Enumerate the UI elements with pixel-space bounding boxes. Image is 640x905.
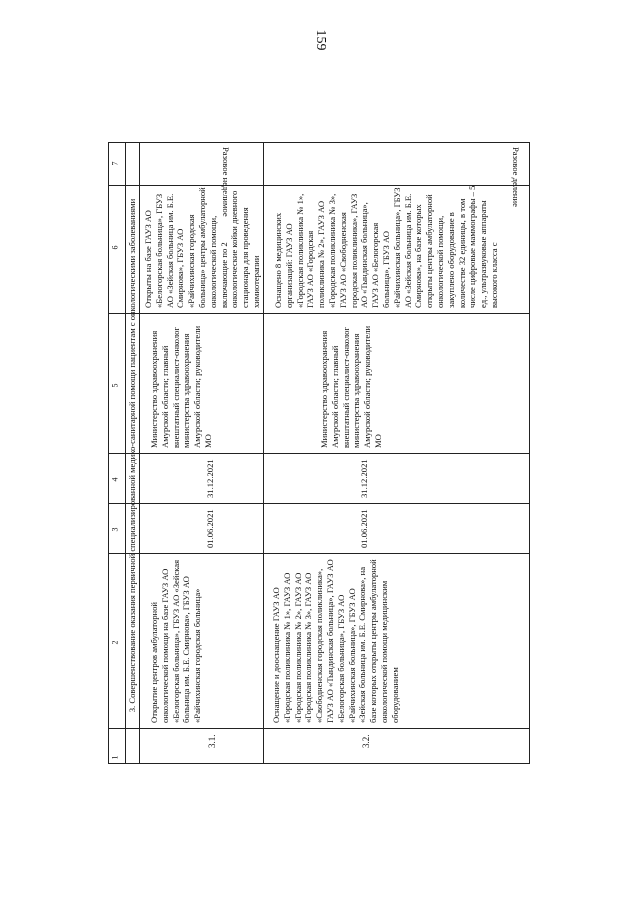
row-3-1-result: Открыты на базе ГАУЗ АО «Белогорская больница», ГБУЗ АО «Зейская больница им. Б.Е. Смирнова», ГБУЗ АО «Райчихинская городская больница» центры амбулаторной онкологической помощи, включающие по 2 онкологические койки дневного стационара для проведения химиотерапии <box>143 187 261 308</box>
row-3-2-start: 01.06.2021 <box>359 509 369 548</box>
row-3-2-result: Оснащено 8 медицинских организаций: ГАУЗ АО «Городская поликлиника № 1», ГАУЗ АО «Городская поликлиника № 2», ГАУЗ АО «Городская поликлиника № 3», ГАУЗ АО «Свободненская городская поликлиника», ГАУЗ АО «Тындинская больница», ГАУЗ АО «Белогорская больница», ГБУЗ АО «Райчихинская больница», ГБУЗ АО «Зейская больница им. Б.Е. Смирнова», на базе которых открыты центры амбулаторной онкологической помощи, закуплено оборудование в количестве 32 единицы, в том числе цифровые маммографы – 5 ед., ультразвуковые аппараты высокого класса с <box>273 185 499 308</box>
col-number-1: 1 <box>110 755 120 760</box>
row-3-2-frequency: Разовое деление <box>511 147 521 207</box>
col-number-7: 7 <box>110 161 120 166</box>
col-number-4: 4 <box>110 477 120 482</box>
row-3-2-responsible: Министерство здравоохранения Амурской области; главный внештатный специалист-онколог министерства здравоохранения Амурской области; руководители МО <box>319 325 383 448</box>
col-number-5: 5 <box>110 383 120 388</box>
col-number-2: 2 <box>110 640 120 645</box>
col-number-6: 6 <box>110 245 120 250</box>
section-title: 3. Совершенствование оказания первичной специализированной медико-санитарной помощи пациентам с онкологическими заболеваниями <box>127 198 137 713</box>
divider-5-4 <box>109 453 529 454</box>
divider-2-1 <box>109 728 529 729</box>
divider-3-2 <box>109 553 529 554</box>
row-3-2-number: 3.2. <box>361 734 371 748</box>
row-3-1-end: 31.12.2021 <box>205 459 215 498</box>
row-3-1-number: 3.1. <box>207 734 217 748</box>
row-3-2-action: Оснащение и дооснащение ГАУЗ АО «Городская поликлиника № 1», ГАУЗ АО «Городская поликлиника № 2», ГАУЗ АО «Городская поликлиника № 3», ГАУЗ АО «Свободненская городская поликлиника», ГАУЗ АО «Тындинская больница», ГАУЗ АО «Белогорская больница», ГБУЗ АО «Райчихинская больница», ГБУЗ АО «Зейская больница им. Б.Е. Смирнова», на базе которых открыты центры амбулаторной онкологической помощи медицинским оборудованием <box>271 559 400 723</box>
row-3-1-frequency: Разовое неделимое <box>221 147 231 217</box>
col-number-3: 3 <box>110 527 120 532</box>
page-number: 159 <box>313 29 328 51</box>
row-3-1-action: Открытие центров амбулаторной онкологической помощи на базе ГАУЗ АО «Белогорская больница», ГБУЗ АО «Зейская больница им. Б.Е. Смирнова», ГБУЗ АО «Райчихинская городская больница» <box>149 559 203 723</box>
row-3-1-start: 01.06.2021 <box>205 509 215 548</box>
document-table <box>108 142 530 764</box>
divider-4-3 <box>109 503 529 504</box>
row-3-2-end: 31.12.2021 <box>359 459 369 498</box>
row-3-1-responsible: Министерство здравоохранения Амурской области; главный внештатный специалист-онколог министерства здравоохранения Амурской области; руководители МО <box>149 325 213 448</box>
